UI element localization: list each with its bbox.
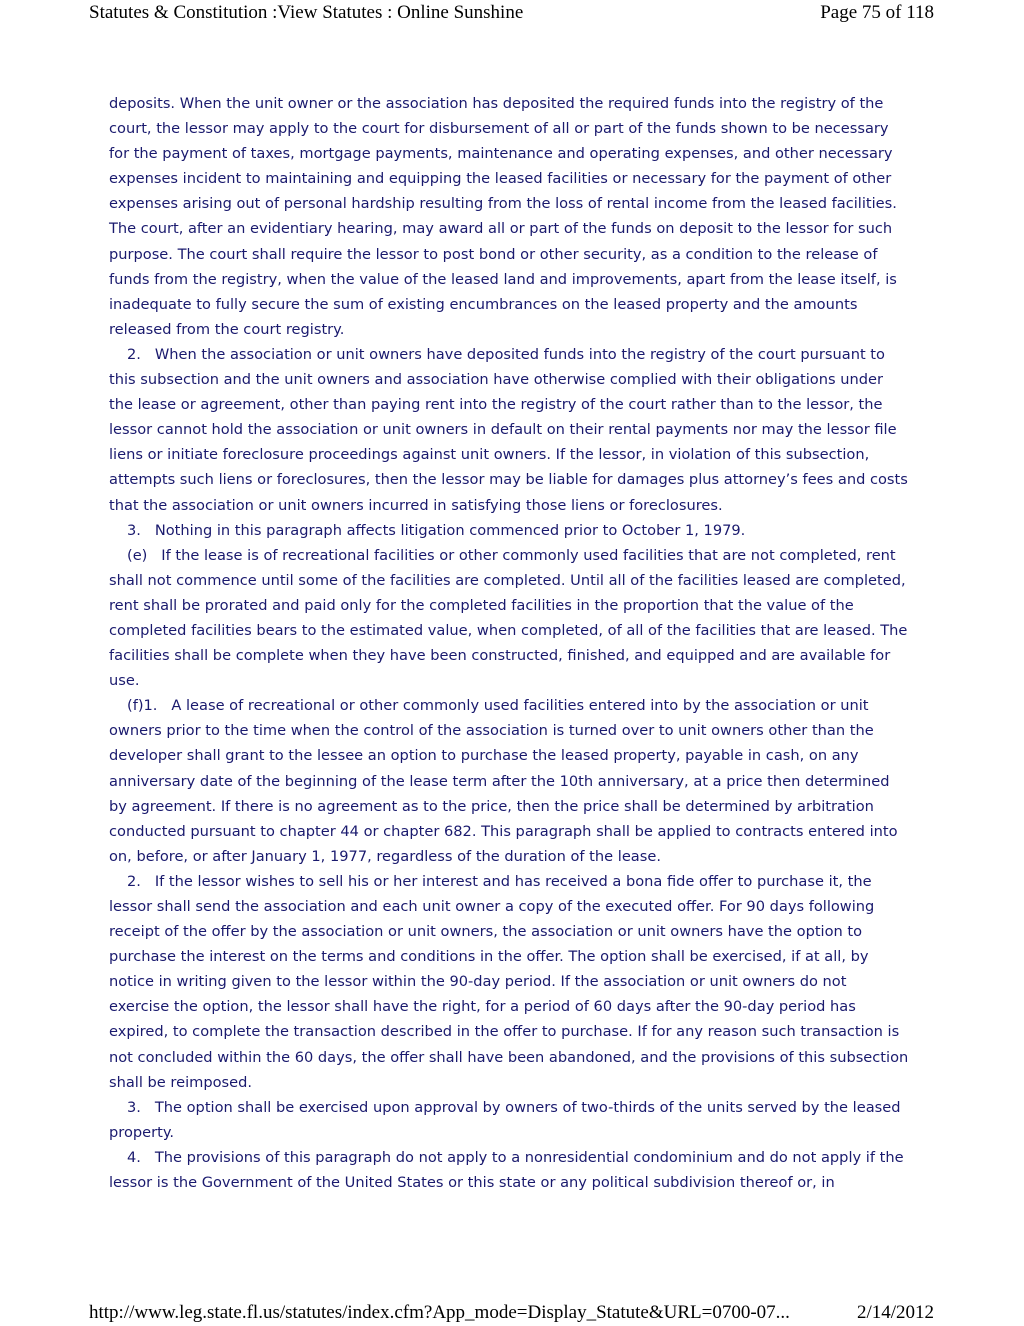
paragraph: deposits. When the unit owner or the association has deposited the required funds into the registry of the court, the lessor may apply to the court for disbursement of all or part of the funds shown to be necessary for the payment of taxes, mortgage payments, maintenance and operating expenses, and other necessary expenses incident to maintaining and equipping the leased facilities or necessary for the payment of other expenses arising out of personal hardship resulting from the loss of rental income from the leased facilities. The court, after an evidentiary hearing, may award all or part of the funds on deposit to the lessor for such purpose. The court shall require the lessor to post bond or other security, as a condition to the release of funds from the registry, when the value of the leased land and improvements, apart from the lease itself, is inadequate to fully secure the sum of existing encumbrances on the leased property and the amounts released from the court registry. bbox=[109, 95, 897, 338]
print-date: 2/14/2012 bbox=[856, 1302, 934, 1323]
paragraph: (f)1. A lease of recreational or other commonly used facilities entered into by the association or unit owners prior to the time when the control of the association is turned over to unit owners other than the developer shall grant to the lessee an option to purchase the leased property, payable in cash, on any anniversary date of the beginning of the lease term after the 10th anniversary, at a price then determined by agreement. If there is no agreement as to the price, then the price shall be determined by arbitration conducted pursuant to chapter 44 or chapter 682. This paragraph shall be applied to contracts entered into on, before, or after January 1, 1977, regardless of the duration of the lease. bbox=[109, 697, 898, 865]
page-number: Page 75 of 118 bbox=[820, 2, 934, 23]
statute-text bbox=[109, 91, 909, 1195]
paragraph: 3. Nothing in this paragraph affects litigation commenced prior to October 1, 1979. bbox=[127, 521, 746, 539]
paragraph: 4. The provisions of this paragraph do not apply to a nonresidential condominium and do not apply if the lessor is the Government of the United States or this state or any political subdivision thereof or, in bbox=[109, 1148, 904, 1192]
paragraph: 2. When the association or unit owners have deposited funds into the registry of the court pursuant to this subsection and the unit owners and association have otherwise complied with their obligations under the lease or agreement, other than paying rent into the registry of the court rather than to the lessor, the lessor cannot hold the association or unit owners in default on their rental payments nor may the lessor file liens or initiate foreclosure proceedings against unit owners. If the lessor, in violation of this subsection, attempts such liens or foreclosures, then the lessor may be liable for damages plus attorney’s fees and costs that the association or unit owners incurred in satisfying those liens or foreclosures. bbox=[109, 345, 908, 514]
page-title: Statutes & Constitution :View Statutes : Online Sunshine bbox=[89, 2, 524, 23]
paragraph: (e) If the lease is of recreational facilities or other commonly used facilities that are not completed, rent shall not commence until some of the facilities are completed. Until all of the facilities leased are completed, rent shall be prorated and paid only for the completed facilities in the proportion that the value of the completed facilities bears to the estimated value, when completed, of all of the facilities that are leased. The facilities shall be complete when they have been constructed, finished, and equipped and are available for use. bbox=[109, 546, 908, 690]
print-footer bbox=[0, 1300, 1024, 1326]
paragraph: 3. The option shall be exercised upon approval by owners of two-thirds of the units served by the leased property. bbox=[109, 1098, 901, 1141]
paragraph: 2. If the lessor wishes to sell his or her interest and has received a bona fide offer to purchase it, the lessor shall send the association and each unit owner a copy of the executed offer. For 90 days following receipt of the offer by the association or unit owners, the association or unit owners have the option to purchase the interest on the terms and conditions in the offer. The option shall be exercised, if at all, by notice in writing given to the lessor within the 90-day period. If the association or unit owners do not exercise the option, the lessor shall have the right, for a period of 60 days after the 90-day period has expired, to complete the transaction described in the offer to purchase. If for any reason such transaction is not concluded within the 60 days, the offer shall have been abandoned, and the provisions of this subsection shall be reimposed. bbox=[109, 872, 909, 1091]
print-header bbox=[0, 0, 1024, 30]
page-url: http://www.leg.state.fl.us/statutes/index.cfm?App_mode=Display_Statute&URL=0700-07... bbox=[89, 1302, 790, 1323]
